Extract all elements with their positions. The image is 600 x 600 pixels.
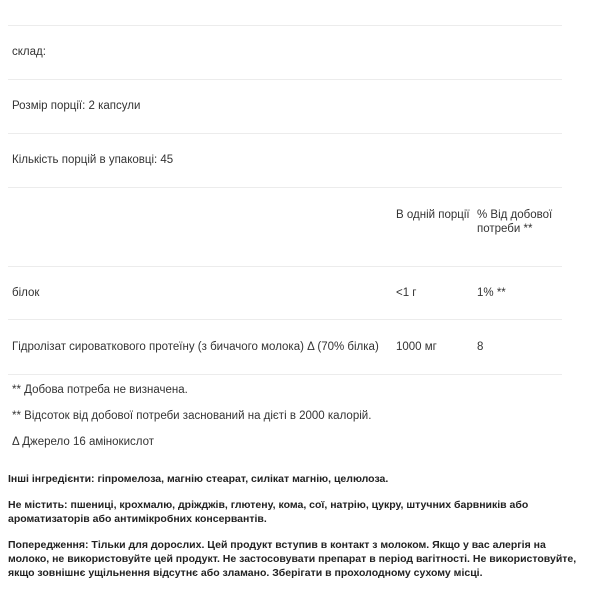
nutrient-name: Гідролізат сироваткового протеїну (з бичачого молока) Δ (70% білка)	[12, 340, 379, 353]
column-header-daily-value: % Від добової потреби **	[477, 209, 553, 235]
table-row	[0, 267, 600, 319]
footnote-item: ** Добова потреба не визначена.	[12, 384, 188, 396]
table-header-row	[0, 188, 600, 266]
notes-section	[0, 472, 600, 580]
servings-per-container-label: Кількість порцій в упаковці: 45	[12, 154, 174, 166]
nutrient-daily-value: 8	[477, 340, 484, 353]
free-from-note: Не містить: пшениці, крохмалю, дріжджів, глютену, кома, сої, натрію, цукру, штучних барвників або ароматизаторів або антимікробних консервантів.	[8, 499, 529, 525]
other-ingredients-note: Інші інгредієнти: гіпромелоза, магнію стеарат, силікат магнію, целюлоза.	[8, 473, 389, 485]
warning-note: Попередження: Тільки для дорослих. Цей продукт вступив в контакт з молоком. Якщо у вас алергія на молоко, не використовуйте цей продукт. Не застосовувати препарат в період вагітності. Не використовуйте, якщо зовнішнє ущільнення відсутнє або зламано. Зберігати в прохолодному сухому місці.	[8, 539, 577, 579]
footnotes-section	[0, 369, 600, 461]
nutrient-amount: 1000 мг	[396, 340, 437, 353]
footnote-item: Δ Джерело 16 амінокислот	[12, 436, 155, 448]
table-row-servings-per-container	[0, 134, 600, 187]
table-row-intro	[0, 26, 600, 79]
nutrient-amount: <1 г	[396, 286, 417, 299]
column-header-amount-per-serving: В одній порції	[396, 209, 470, 221]
footnote-item: ** Відсоток від добової потреби заснований на дієті в 2000 калорій.	[12, 410, 372, 422]
supplement-facts-heading: склад:	[12, 46, 46, 58]
serving-size-label: Розмір порції: 2 капсули	[12, 100, 141, 112]
table-row-serving-size	[0, 80, 600, 133]
table-row	[0, 320, 600, 374]
nutrient-name: білок	[12, 286, 40, 299]
nutrient-daily-value: 1% **	[477, 286, 506, 299]
